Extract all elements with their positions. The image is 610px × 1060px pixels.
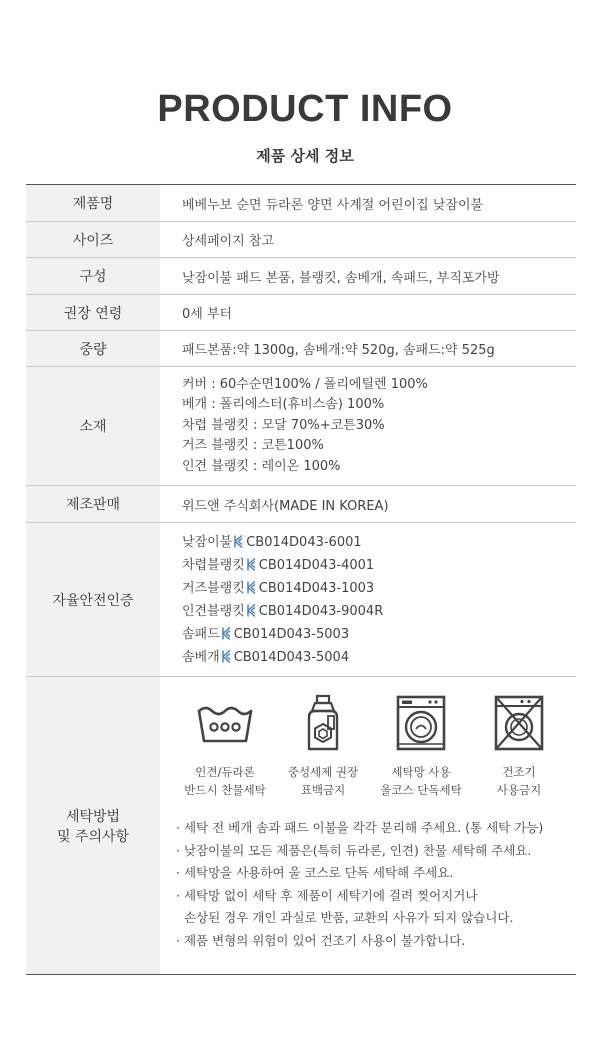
care-note: · 세탁망을 사용하여 울 코스로 단독 세탁해 주세요.	[176, 865, 454, 880]
row-value-weight: 패드본품:약 1300g, 솜베개:약 520g, 솜패드:약 525g	[160, 331, 576, 367]
table-row	[26, 486, 576, 523]
cert-item	[182, 531, 576, 554]
cert-item-code: CB014D043-1003	[258, 580, 375, 596]
cert-item	[182, 623, 576, 646]
care-item	[274, 691, 372, 799]
cert-item-code: CB014D043-5003	[233, 626, 350, 642]
care-label-line: 건조기	[502, 765, 536, 779]
wash-basin-icon	[192, 691, 258, 757]
care-notes	[176, 817, 576, 966]
cert-item	[182, 600, 576, 623]
kc-mark-icon	[234, 535, 243, 548]
care-label	[176, 763, 274, 799]
row-label-composition: 구성	[26, 258, 160, 295]
cert-item-code: CB014D043-4001	[258, 557, 375, 573]
table-row	[26, 185, 576, 222]
table-row	[26, 367, 576, 486]
cert-item	[182, 554, 576, 577]
table-row	[26, 222, 576, 258]
no-dryer-icon	[486, 691, 552, 757]
cert-item-code: CB014D043-9004R	[258, 603, 384, 619]
care-note: · 세탁 전 베개 솜과 패드 이불을 각각 분리해 주세요. (통 세탁 가능)	[176, 820, 544, 835]
kc-mark-icon	[222, 627, 231, 640]
row-label-certification: 자율안전인증	[26, 523, 160, 677]
cert-item-name: 차렵블랭킷	[182, 557, 245, 573]
row-label-age: 권장 연령	[26, 295, 160, 331]
care-label	[470, 763, 568, 799]
care-label	[372, 763, 470, 799]
row-value-material	[160, 367, 576, 486]
cert-item-name: 인견블랭킷	[182, 603, 245, 619]
table-row	[26, 677, 576, 975]
cert-item-name: 솜패드	[182, 626, 220, 642]
cert-item	[182, 646, 576, 669]
material-line: 베개 : 폴리에스터(휴비스솜) 100%	[182, 397, 385, 413]
care-label-line: 세탁망 사용	[391, 765, 451, 779]
care-item	[372, 691, 470, 799]
care-label-line: 중성세제 권장	[287, 765, 359, 779]
kc-mark-icon	[222, 650, 231, 663]
row-label-size: 사이즈	[26, 222, 160, 258]
care-note: 손상된 경우 개인 과실로 반품, 교환의 사유가 되지 않습니다.	[176, 910, 514, 925]
kc-mark-icon	[247, 604, 256, 617]
care-label-line: 사용금지	[496, 783, 542, 797]
row-value-product-name: 베베누보 순면 듀라론 양면 사계절 어린이집 낮잠이불	[160, 185, 576, 222]
material-line: 커버 : 60수순면100% / 폴리에틸렌 100%	[182, 376, 428, 392]
cert-item	[182, 577, 576, 600]
row-value-composition: 낮잠이불 패드 본품, 블랭킷, 솜베개, 속패드, 부직포가방	[160, 258, 576, 295]
product-info-table	[26, 184, 576, 975]
care-label-line: 표백금지	[300, 783, 346, 797]
row-label-product-name: 제품명	[26, 185, 160, 222]
page-title: PRODUCT INFO	[157, 88, 453, 130]
care-label-line: 울코스 단독세탁	[380, 783, 462, 797]
care-label-line: 반드시 찬물세탁	[184, 783, 266, 797]
washing-label-line: 및 주의사항	[56, 828, 130, 845]
care-item	[176, 691, 274, 799]
washing-label-line: 세탁방법	[65, 808, 121, 825]
care-icons	[176, 677, 576, 799]
cert-item-name: 거즈블랭킷	[182, 580, 245, 596]
kc-mark-icon	[247, 558, 256, 571]
kc-mark-icon	[247, 581, 256, 594]
washing-machine-icon	[388, 691, 454, 757]
care-item	[470, 691, 568, 799]
care-label-line: 인견/듀라론	[195, 765, 255, 779]
row-value-size: 상세페이지 참고	[160, 222, 576, 258]
cert-item-name: 솜베개	[182, 649, 220, 665]
care-note: · 낮잠이불의 모든 제품은(특히 듀라론, 인견) 찬물 세탁해 주세요.	[176, 842, 532, 858]
row-value-certification	[160, 523, 576, 677]
row-value-washing	[160, 677, 576, 975]
table-row	[26, 295, 576, 331]
table-row	[26, 523, 576, 677]
row-label-material: 소재	[26, 367, 160, 486]
cert-item-name: 낮잠이불	[182, 534, 233, 550]
table-row	[26, 258, 576, 295]
row-label-weight: 중량	[26, 331, 160, 367]
detergent-bottle-icon	[290, 691, 356, 757]
row-value-maker: 위드앤 주식회사(MADE IN KOREA)	[160, 486, 576, 523]
care-note: · 세탁망 없이 세탁 후 제품이 세탁기에 걸려 찢어지거나	[176, 887, 478, 903]
row-value-age: 0세 부터	[160, 295, 576, 331]
material-line: 거즈 블랭킷 : 코튼100%	[182, 438, 324, 454]
cert-item-code: CB014D043-5004	[233, 649, 350, 665]
page-subtitle: 제품 상세 정보	[256, 147, 354, 165]
care-label	[274, 763, 372, 799]
material-line: 인견 블랭킷 : 레이온 100%	[182, 458, 341, 474]
material-line: 차렵 블랭킷 : 모달 70%+코튼30%	[182, 417, 385, 433]
care-note: · 제품 변형의 위험이 있어 건조기 사용이 불가합니다.	[176, 932, 466, 948]
row-label-washing	[26, 677, 160, 975]
row-label-maker: 제조판매	[26, 486, 160, 523]
table-row	[26, 331, 576, 367]
cert-item-code: CB014D043-6001	[246, 534, 362, 550]
